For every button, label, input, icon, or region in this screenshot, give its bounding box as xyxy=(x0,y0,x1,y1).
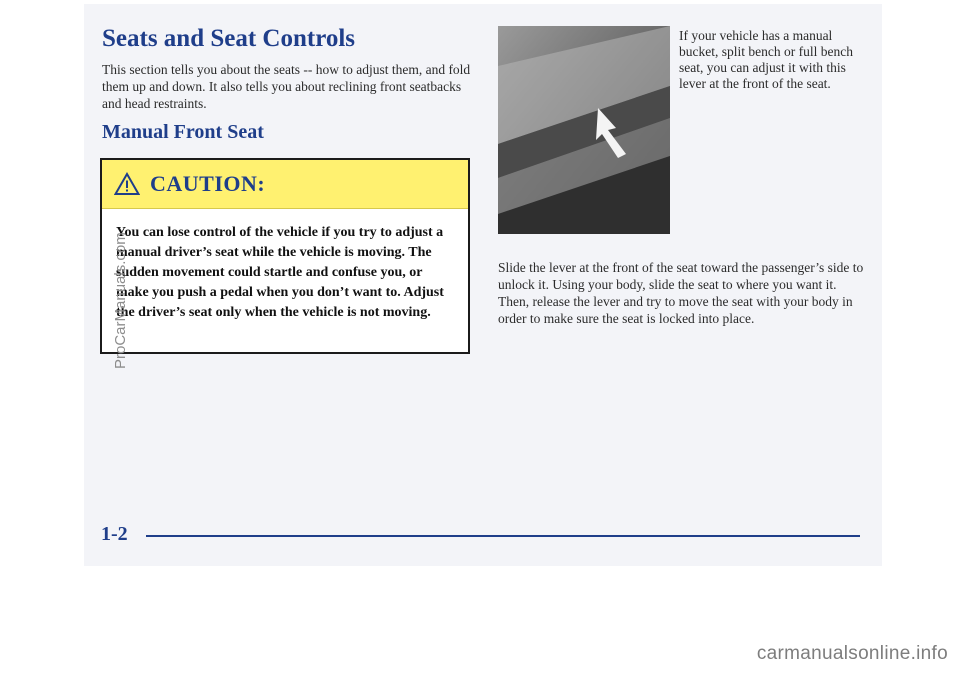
caution-header xyxy=(102,160,468,209)
footer-rule xyxy=(146,535,860,537)
adjust-instructions: Slide the lever at the front of the seat toward the passenger’s side to unlock it. Using your body, slide the seat to where you want it. Then, release the lever and try to move the seat with your body in order to make sure the seat is locked into place. xyxy=(498,260,864,326)
caution-text: You can lose control of the vehicle if you try to adjust a manual driver’s seat while the vehicle is moving. The sudden movement could startle and confuse you, or make you push a pedal when you don’t want to. Adjust the driver’s seat only when the vehicle is not moving. xyxy=(116,225,444,320)
vertical-watermark-text: ProCarManuals.com xyxy=(112,232,129,369)
warning-triangle-icon xyxy=(114,172,140,196)
bottom-watermark: carmanualsonline.info xyxy=(756,643,948,664)
page-number: 1-2 xyxy=(101,523,128,545)
subsection-title: Manual Front Seat xyxy=(102,121,264,143)
lever-description: If your vehicle has a manual bucket, split bench or full bench seat, you can adjust it with this lever at the front of the seat. xyxy=(679,28,853,91)
section-intro: This section tells you about the seats -- how to adjust them, and fold them up and down. It also tells you about reclining front seatbacks and head restraints. xyxy=(102,62,471,111)
caution-box xyxy=(100,158,470,354)
section-title: Seats and Seat Controls xyxy=(102,25,356,52)
seat-lever-photo xyxy=(498,26,670,234)
caution-title: CAUTION: xyxy=(150,171,266,196)
